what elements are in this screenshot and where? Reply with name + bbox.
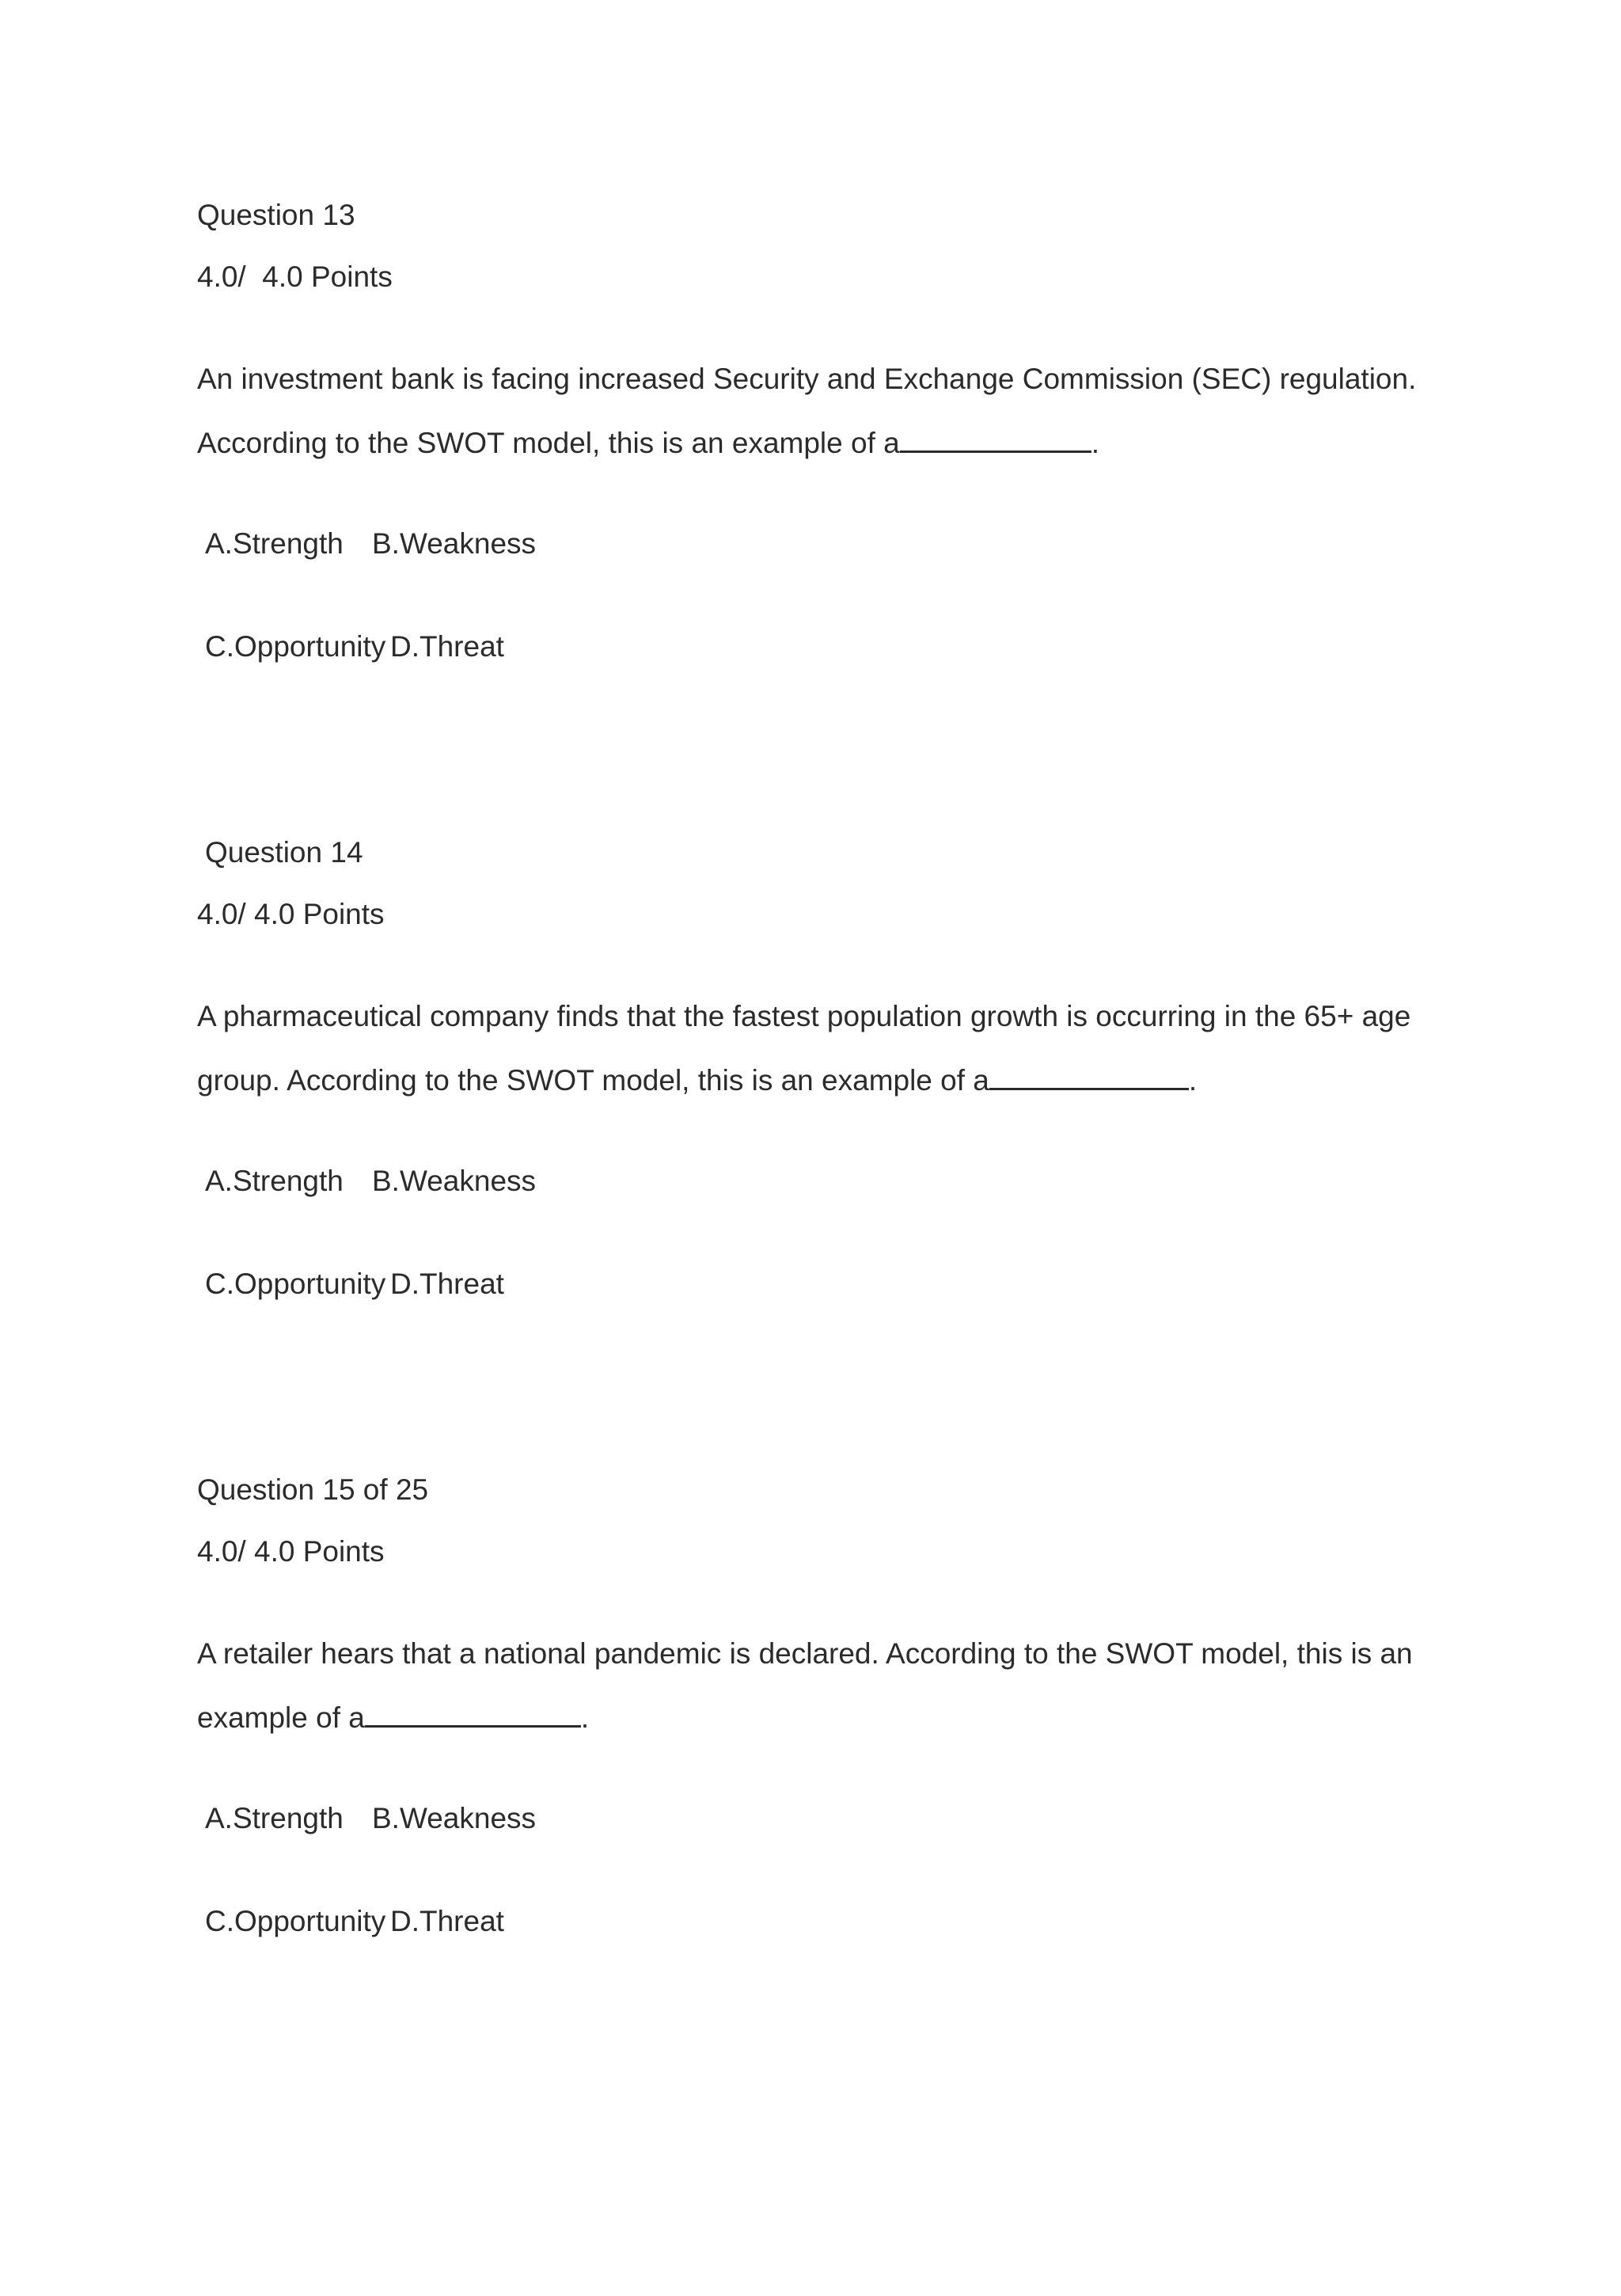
answer-blank (989, 1061, 1189, 1090)
option-b: B.Weakness (372, 527, 537, 560)
question-stem-line: An investment bank is facing increased Security and Exchange Commission (SEC) regulation. (197, 363, 1417, 395)
option-a: A.Strength (205, 1165, 344, 1197)
answer-blank (365, 1698, 581, 1728)
question-stem-line: A pharmaceutical company finds that the fastest population growth is occurring in the 65+ age (197, 1000, 1411, 1032)
option-c: C.Opportunity (205, 1268, 386, 1300)
option-c: C.Opportunity (205, 630, 386, 663)
option-a: A.Strength (205, 527, 344, 560)
question-points: 4.0/ 4.0 Points (197, 898, 385, 930)
question-title: Question 15 of 25 (197, 1473, 429, 1506)
question-stem-period: . (1188, 1064, 1198, 1097)
question-stem-line (197, 1061, 1197, 1098)
question-stem-period: . (1091, 427, 1100, 459)
option-b: B.Weakness (372, 1165, 537, 1197)
question-stem-text: example of a (197, 1701, 365, 1734)
option-c: C.Opportunity (205, 1905, 386, 1937)
option-d: D.Threat (390, 630, 504, 663)
question-stem-line (197, 1698, 589, 1735)
question-points: 4.0/ 4.0 Points (197, 260, 393, 293)
option-b: B.Weakness (372, 1802, 537, 1834)
question-stem-text: group. According to the SWOT model, this is an example of a (197, 1064, 989, 1097)
option-a: A.Strength (205, 1802, 344, 1834)
question-title: Question 13 (197, 199, 355, 231)
question-stem-line: A retailer hears that a national pandemic is declared. According to the SWOT model, this is an (197, 1637, 1413, 1670)
question-title: Question 14 (205, 836, 363, 869)
option-d: D.Threat (390, 1905, 504, 1937)
question-points: 4.0/ 4.0 Points (197, 1535, 385, 1568)
question-stem-text: According to the SWOT model, this is an example of a (197, 427, 900, 459)
answer-blank (900, 424, 1091, 453)
question-stem-line (197, 424, 1099, 461)
option-d: D.Threat (390, 1268, 504, 1300)
question-stem-period: . (580, 1701, 590, 1734)
